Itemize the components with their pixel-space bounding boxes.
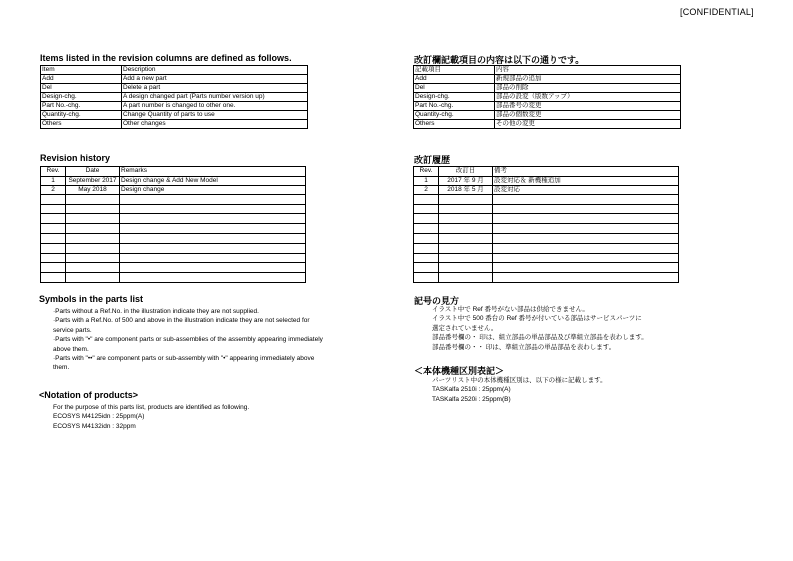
definition-item: Del <box>414 84 495 93</box>
definition-row <box>41 93 308 102</box>
rev-cell <box>41 233 66 243</box>
remarks-cell: Design change & Add New Model <box>120 176 306 185</box>
date-cell <box>439 194 493 204</box>
definition-row <box>414 84 681 93</box>
date-cell: 2018 年 5 月 <box>439 185 493 194</box>
definition-row <box>414 75 681 84</box>
revision-history-title-jp: 改訂履歴 <box>414 155 451 165</box>
date-cell <box>66 233 120 243</box>
table-row <box>414 263 679 273</box>
table-row <box>414 176 679 185</box>
rev-cell: 2 <box>414 185 439 194</box>
rev-cell: 2 <box>41 185 66 194</box>
table-row <box>414 253 679 263</box>
remarks-cell <box>493 224 679 234</box>
date-cell <box>439 214 493 224</box>
definition-description: 部品番号の変更 <box>495 102 681 111</box>
definition-item: Part No.-chg. <box>41 102 122 111</box>
rev-cell: 1 <box>41 176 66 185</box>
symbols-text-jp: イラスト中で Ref 番号がない部品は供給できません。 イラスト中で 500 番台の Ref 番号が付いている部品はサービスパーツに 選定されていません。 部品番号欄の・ 印は、組立部品の単品部品及び準組立部品を表わします。 部品番号欄の・・ 印は、準組立部品の単品部品を表わします。 <box>432 306 648 351</box>
date-cell <box>439 233 493 243</box>
definition-description: Add a new part <box>122 75 308 84</box>
symbols-title: Symbols in the parts list <box>39 294 144 304</box>
table-row <box>41 176 306 185</box>
confidential-label: [CONFIDENTIAL] <box>680 7 754 17</box>
date-cell <box>439 204 493 214</box>
definition-item: Design-chg. <box>41 93 122 102</box>
definition-item: Item <box>41 66 122 75</box>
rev-cell <box>414 224 439 234</box>
remarks-cell <box>493 253 679 263</box>
definition-description: その他の変更 <box>495 120 681 129</box>
remarks-cell: 設変対応＆ 新機種追加 <box>493 176 679 185</box>
definition-description: A part number is changed to other one. <box>122 102 308 111</box>
remarks-cell <box>120 273 306 283</box>
definition-item: Add <box>414 75 495 84</box>
remarks-cell <box>493 204 679 214</box>
table-row <box>41 233 306 243</box>
table-row <box>414 204 679 214</box>
rev-cell <box>41 273 66 283</box>
definition-item: Others <box>41 120 122 129</box>
revision-history-table-jp <box>413 166 679 283</box>
definition-item: Quantity-chg. <box>41 111 122 120</box>
definition-row <box>41 120 308 129</box>
rev-cell <box>414 243 439 253</box>
remarks-cell <box>493 194 679 204</box>
table-row <box>414 224 679 234</box>
definition-item: Add <box>41 75 122 84</box>
remarks-cell <box>120 214 306 224</box>
definition-description: 部品の個数変更 <box>495 111 681 120</box>
notation-text: For the purpose of this parts list, products are identified as following. ECOSYS M4125idn : 25ppm(A) ECOSYS M4132idn : 32ppm <box>53 404 250 430</box>
rev-cell <box>41 194 66 204</box>
definitions-table-jp <box>413 65 681 129</box>
rev-cell <box>414 194 439 204</box>
remarks-cell <box>120 224 306 234</box>
remarks-cell <box>120 204 306 214</box>
table-row <box>41 185 306 194</box>
definition-row <box>414 111 681 120</box>
date-cell <box>439 263 493 273</box>
date-cell <box>66 194 120 204</box>
definition-description: 新規部品の追加 <box>495 75 681 84</box>
table-row <box>41 253 306 263</box>
definition-description: 部品の設変（版数アップ） <box>495 93 681 102</box>
definition-item: Others <box>414 120 495 129</box>
definition-row <box>41 66 308 75</box>
revision-history-table <box>40 166 306 283</box>
remarks-cell: Remarks <box>120 167 306 177</box>
definition-description: 部品の削除 <box>495 84 681 93</box>
rev-cell <box>41 224 66 234</box>
rev-cell <box>414 204 439 214</box>
date-cell: 2017 年 9 月 <box>439 176 493 185</box>
definition-row <box>414 93 681 102</box>
definitions-title: Items listed in the revision columns are defined as follows. <box>40 53 292 63</box>
definition-description: Delete a part <box>122 84 308 93</box>
definition-item: 記載項目 <box>414 66 495 75</box>
definition-description: Change Quantity of parts to use <box>122 111 308 120</box>
definition-description: Other changes <box>122 120 308 129</box>
definition-row <box>414 66 681 75</box>
symbols-title-jp: 記号の見方 <box>414 296 460 306</box>
notation-title: <Notation of products> <box>39 390 138 400</box>
date-cell <box>66 243 120 253</box>
definition-description: Description <box>122 66 308 75</box>
definitions-title-jp: 改訂欄記載項目の内容は以下の通りです。 <box>414 55 585 65</box>
definition-item: Design-chg. <box>414 93 495 102</box>
notation-title-jp: ＜本体機種区別表記＞ <box>414 366 505 376</box>
rev-cell <box>414 273 439 283</box>
date-cell <box>66 253 120 263</box>
remarks-cell: Design change <box>120 185 306 194</box>
definition-row <box>41 111 308 120</box>
date-cell: September 2017 <box>66 176 120 185</box>
rev-cell <box>41 204 66 214</box>
table-row <box>41 194 306 204</box>
table-row <box>41 214 306 224</box>
table-row <box>414 243 679 253</box>
date-cell <box>66 224 120 234</box>
remarks-cell: 備考 <box>493 167 679 177</box>
remarks-cell <box>493 263 679 273</box>
rev-cell: 1 <box>414 176 439 185</box>
remarks-cell <box>120 263 306 273</box>
remarks-cell <box>120 253 306 263</box>
date-cell <box>439 253 493 263</box>
revision-history-title: Revision history <box>40 153 111 163</box>
table-row <box>414 233 679 243</box>
remarks-cell <box>120 243 306 253</box>
definition-row <box>41 75 308 84</box>
history-header-row <box>41 167 306 177</box>
rev-cell: Rev. <box>41 167 66 177</box>
rev-cell <box>41 243 66 253</box>
rev-cell <box>414 263 439 273</box>
remarks-cell: 設変対応 <box>493 185 679 194</box>
date-cell: May 2018 <box>66 185 120 194</box>
definition-description: 内容 <box>495 66 681 75</box>
date-cell <box>66 214 120 224</box>
table-row <box>41 243 306 253</box>
remarks-cell <box>493 214 679 224</box>
definition-item: Quantity-chg. <box>414 111 495 120</box>
date-cell: 改訂日 <box>439 167 493 177</box>
definition-description: A design changed part (Parts number version up) <box>122 93 308 102</box>
table-row <box>414 185 679 194</box>
symbols-text: ·Parts without a Ref.No. in the illustration indicate they are not supplied. ·Parts with a Ref.No. of 500 and above in the illustration indicate they are not selected for service parts. ·Parts with "•" are component parts or sub-assemblies of the assembly appearing immediately above them. ·Parts with "••" are component parts or sub-assembly with "•" appearing immediately above them. <box>53 308 323 372</box>
history-header-row <box>414 167 679 177</box>
rev-cell: Rev. <box>414 167 439 177</box>
remarks-cell <box>120 233 306 243</box>
table-row <box>41 273 306 283</box>
date-cell <box>439 224 493 234</box>
date-cell: Date <box>66 167 120 177</box>
table-row <box>414 214 679 224</box>
date-cell <box>66 204 120 214</box>
remarks-cell <box>120 194 306 204</box>
rev-cell <box>414 253 439 263</box>
rev-cell <box>41 214 66 224</box>
remarks-cell <box>493 233 679 243</box>
date-cell <box>439 243 493 253</box>
definition-row <box>414 102 681 111</box>
rev-cell <box>41 253 66 263</box>
table-row <box>41 224 306 234</box>
definition-row <box>41 102 308 111</box>
definition-row <box>414 120 681 129</box>
table-row <box>41 204 306 214</box>
rev-cell <box>41 263 66 273</box>
date-cell <box>66 263 120 273</box>
rev-cell <box>414 233 439 243</box>
notation-text-jp: パーツリスト中の本体機種区別は、以下の様に記載します。 TASKalfa 2510i : 25ppm(A) TASKalfa 2520i : 25ppm(B) <box>432 377 607 403</box>
remarks-cell <box>493 243 679 253</box>
table-row <box>41 263 306 273</box>
date-cell <box>66 273 120 283</box>
definition-item: Part No.-chg. <box>414 102 495 111</box>
rev-cell <box>414 214 439 224</box>
definition-item: Del <box>41 84 122 93</box>
table-row <box>414 273 679 283</box>
definitions-table <box>40 65 308 129</box>
definition-row <box>41 84 308 93</box>
date-cell <box>439 273 493 283</box>
table-row <box>414 194 679 204</box>
remarks-cell <box>493 273 679 283</box>
